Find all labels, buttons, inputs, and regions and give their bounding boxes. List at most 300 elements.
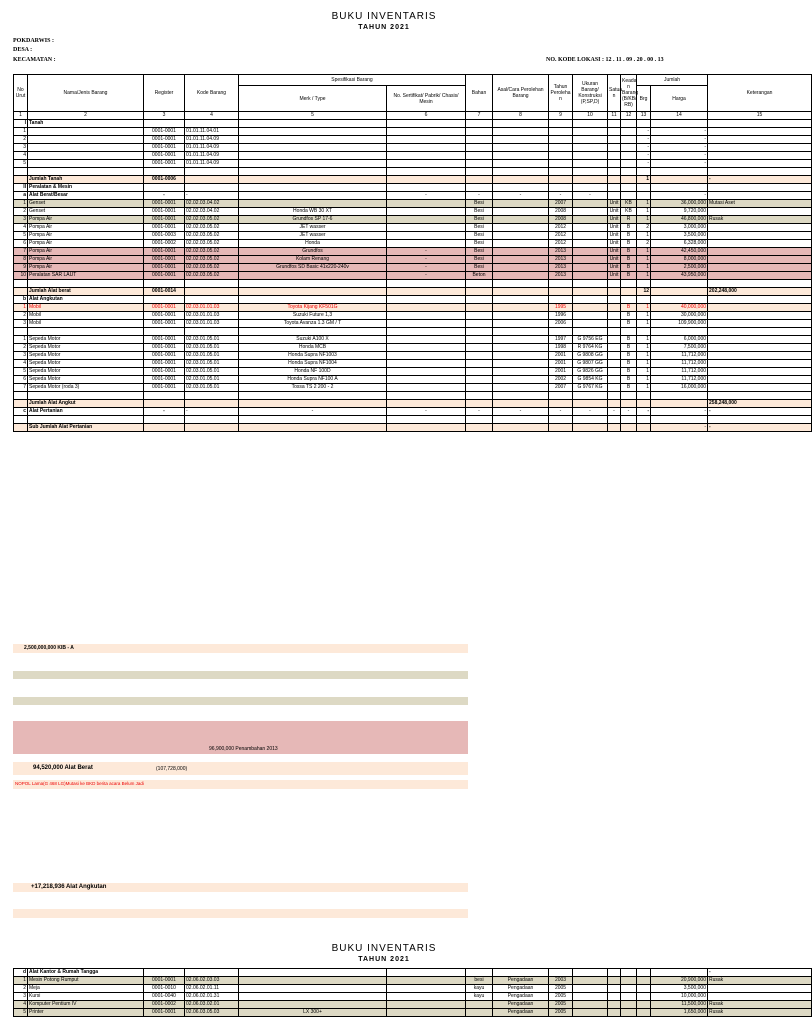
table-cell: B [621, 368, 637, 376]
table-cell: 2013 [549, 264, 573, 272]
table-cell: Sepeda Motor [28, 360, 144, 368]
table-cell: 20,900,000 [651, 977, 708, 985]
table-cell: 1 [14, 304, 28, 312]
table-cell: 02.02.03.05.02 [185, 264, 239, 272]
table-cell [708, 376, 812, 384]
table-cell [608, 985, 621, 993]
table-cell [466, 296, 493, 304]
table-cell: - [637, 408, 651, 416]
table-cell: 2006 [549, 320, 573, 328]
table-cell: LX 300+ [239, 1009, 387, 1017]
table-cell: Unit [608, 256, 621, 264]
table-cell [14, 328, 28, 336]
table-cell [387, 392, 466, 400]
table-cell: 30,000,000 [651, 312, 708, 320]
table-cell: - [387, 256, 466, 264]
table-cell [549, 176, 573, 184]
table-cell [185, 184, 239, 192]
table-cell: 2,500,000 [651, 264, 708, 272]
table-cell: Honda NF 100D [239, 368, 387, 376]
table-cell [549, 288, 573, 296]
table-cell: - [708, 969, 812, 977]
table-cell: Suzuki A100 X [239, 336, 387, 344]
table-cell: Unit [608, 272, 621, 280]
table-cell: kayu [466, 993, 493, 1001]
table-cell [466, 152, 493, 160]
table-cell: 0001-0001 [144, 368, 185, 376]
table-cell [708, 144, 812, 152]
table-cell: 0001-0001 [144, 304, 185, 312]
table-row [14, 336, 812, 344]
table-cell [637, 328, 651, 336]
table-row [14, 240, 812, 248]
table-cell: Meja [28, 985, 144, 993]
table-cell [608, 296, 621, 304]
table-cell [608, 328, 621, 336]
table-cell: Pompa Air [28, 216, 144, 224]
table-cell [637, 400, 651, 408]
table-cell [708, 264, 812, 272]
table-cell [708, 392, 812, 400]
column-number: 13 [637, 112, 651, 120]
table-cell: Besi [466, 216, 493, 224]
table-cell: Unit [608, 232, 621, 240]
table-cell: B [621, 352, 637, 360]
table-cell: Pengadaan [493, 1009, 549, 1017]
table-cell [573, 176, 608, 184]
table-row [14, 224, 812, 232]
note-kib-a: 2,500,000,000 KIB - A [24, 645, 74, 651]
table-row [14, 176, 812, 184]
table-cell [708, 120, 812, 128]
table-cell [708, 160, 812, 168]
table-row [14, 296, 812, 304]
table-cell [573, 224, 608, 232]
table-cell: 6,328,000 [651, 240, 708, 248]
table-cell: R [621, 216, 637, 224]
table-cell [708, 240, 812, 248]
table-cell [621, 993, 637, 1001]
table-cell [239, 977, 387, 985]
table-cell [387, 416, 466, 424]
table-cell [608, 136, 621, 144]
table-cell: 0001-0001 [144, 272, 185, 280]
table-cell [185, 400, 239, 408]
table-cell [239, 120, 387, 128]
table-cell [493, 216, 549, 224]
table-cell [387, 144, 466, 152]
table-cell: B [621, 264, 637, 272]
table-cell [621, 128, 637, 136]
table-cell [144, 392, 185, 400]
table-cell [708, 384, 812, 392]
table-cell: 5 [14, 160, 28, 168]
table-cell [651, 328, 708, 336]
table-cell [466, 384, 493, 392]
table-cell: 0001-0006 [144, 176, 185, 184]
table-cell: Sepeda Motor [28, 368, 144, 376]
table-cell [387, 977, 466, 985]
column-number: 3 [144, 112, 185, 120]
table-cell: - [608, 408, 621, 416]
table-cell: 2012 [549, 240, 573, 248]
table-cell [28, 280, 144, 288]
table-cell [573, 977, 608, 985]
table-cell [387, 352, 466, 360]
table-cell: 7 [14, 384, 28, 392]
table-cell: Alat Pertanian [28, 408, 144, 416]
table-cell [493, 376, 549, 384]
table-cell: 02.02.03.05.02 [185, 224, 239, 232]
table-row [14, 264, 812, 272]
table-cell [466, 344, 493, 352]
table-cell [466, 288, 493, 296]
table-cell: - [466, 408, 493, 416]
table-cell [621, 969, 637, 977]
table-cell [493, 280, 549, 288]
table-cell [28, 136, 144, 144]
table-cell: 01.01.11.04.09 [185, 160, 239, 168]
table-cell: B [621, 312, 637, 320]
table-cell: Rusak [708, 216, 812, 224]
table-cell: 0001-0001 [144, 128, 185, 136]
table-cell: 1 [637, 376, 651, 384]
column-number-row [14, 112, 812, 120]
table-cell: 2013 [549, 256, 573, 264]
table-row [14, 136, 812, 144]
table-cell [387, 160, 466, 168]
table-cell [466, 328, 493, 336]
table-cell: Jumlah Alat Angkut [28, 400, 144, 408]
table-cell: 2001 [549, 352, 573, 360]
table-cell [14, 168, 28, 176]
table-cell: 1 [14, 336, 28, 344]
table-cell: Peralatan SAR LAUT [28, 272, 144, 280]
table-cell [708, 168, 812, 176]
column-number: 12 [621, 112, 637, 120]
table-cell [14, 400, 28, 408]
table-cell: 02.06.03.02.01 [185, 1001, 239, 1009]
table-cell [387, 168, 466, 176]
header-bahan: Bahan [466, 75, 493, 112]
table-cell [387, 328, 466, 336]
table-cell [387, 232, 466, 240]
table-cell: 1 [637, 248, 651, 256]
table-cell: Besi [466, 240, 493, 248]
note-band-kib-a [13, 644, 468, 653]
table-cell: 0001-0010 [144, 985, 185, 993]
table-cell: 3 [14, 320, 28, 328]
table-cell [708, 232, 812, 240]
table-cell: Unit [608, 240, 621, 248]
table-cell [621, 424, 637, 432]
table-cell [621, 280, 637, 288]
table-cell [549, 328, 573, 336]
table-cell: 6 [14, 240, 28, 248]
note-band-alat-angkutan [13, 883, 468, 892]
table-cell [708, 128, 812, 136]
header-asal: Asal/Cara Perolehan Barang [493, 75, 549, 112]
table-cell: 4 [14, 152, 28, 160]
page-year: TAHUN 2021 [358, 24, 410, 31]
table-cell [573, 264, 608, 272]
table-cell: 0001-0001 [144, 376, 185, 384]
table-cell [387, 288, 466, 296]
table-cell: Pompa Air [28, 256, 144, 264]
table-cell [637, 120, 651, 128]
table-cell [239, 272, 387, 280]
table-cell [466, 360, 493, 368]
table-cell [493, 304, 549, 312]
table-cell: - [466, 192, 493, 200]
note-alat-berat: 94,520,000 Alat Berat [33, 765, 93, 771]
table-cell [493, 232, 549, 240]
table-cell: B [621, 256, 637, 264]
table-cell: 1 [637, 368, 651, 376]
desa-label: DESA : [13, 47, 33, 53]
table-cell [466, 1001, 493, 1009]
table-cell [28, 128, 144, 136]
table-cell [608, 360, 621, 368]
table-cell: 3 [14, 352, 28, 360]
table-cell [573, 184, 608, 192]
table-cell: Grundfos SD Basic 41x220-240v [239, 264, 387, 272]
table-cell: 7 [14, 248, 28, 256]
header-kode: Kode Barang [185, 75, 239, 112]
table-cell [608, 400, 621, 408]
table-cell [573, 216, 608, 224]
table-cell [466, 136, 493, 144]
table-cell [549, 144, 573, 152]
header-no-urut: No Urut [14, 75, 28, 112]
table-cell: 1 [637, 232, 651, 240]
table-cell: 42,450,000 [651, 248, 708, 256]
table-cell [608, 288, 621, 296]
table-cell: Pompa Air [28, 240, 144, 248]
table-row [14, 384, 812, 392]
table-cell: 1996 [549, 312, 573, 320]
table-cell [637, 296, 651, 304]
table-cell [549, 184, 573, 192]
table-cell: Besi [466, 256, 493, 264]
table-cell: - [185, 408, 239, 416]
table-cell [493, 176, 549, 184]
table-cell [466, 416, 493, 424]
table-cell: - [144, 408, 185, 416]
table-cell: 11,500,000 [651, 1001, 708, 1009]
table-cell: Besi [466, 232, 493, 240]
table-cell [387, 216, 466, 224]
table-row [14, 969, 812, 977]
table-cell: - [621, 408, 637, 416]
table-cell [651, 280, 708, 288]
table-cell: 3 [14, 993, 28, 1001]
table-cell [708, 272, 812, 280]
table-cell [493, 184, 549, 192]
table-row [14, 977, 812, 985]
table-cell [387, 240, 466, 248]
table-cell [239, 392, 387, 400]
table-cell: 1 [637, 344, 651, 352]
table-cell [493, 136, 549, 144]
table-cell [621, 144, 637, 152]
table-cell [621, 176, 637, 184]
table-cell: Jumlah Alat berat [28, 288, 144, 296]
table-cell [621, 120, 637, 128]
table-cell: - [549, 408, 573, 416]
table-cell: 0001-0001 [144, 216, 185, 224]
column-number: 7 [466, 112, 493, 120]
table-cell [14, 416, 28, 424]
table-cell: 2013 [549, 248, 573, 256]
table-cell: 2002 [549, 376, 573, 384]
table-cell: B [621, 232, 637, 240]
table-cell: Besi [466, 224, 493, 232]
table-cell [708, 192, 812, 200]
table-cell: 8 [14, 256, 28, 264]
table-cell: Mesin Potong Rumput [28, 977, 144, 985]
note-band-empty [13, 909, 468, 918]
table-cell: - [708, 408, 812, 416]
table-cell: 02.03.01.05.01 [185, 344, 239, 352]
table-cell: 01.01.11.04.09 [185, 144, 239, 152]
table-cell [466, 336, 493, 344]
table-cell: 02.02.03.05.02 [185, 240, 239, 248]
table-cell: 02.03.01.05.01 [185, 360, 239, 368]
table-cell [28, 168, 144, 176]
table-cell [387, 224, 466, 232]
table-cell [637, 168, 651, 176]
table-cell: G 9807 GG [573, 360, 608, 368]
column-number: 4 [185, 112, 239, 120]
table-cell: B [621, 248, 637, 256]
table-row [14, 216, 812, 224]
table-cell [608, 176, 621, 184]
table-cell [185, 416, 239, 424]
table-cell [549, 969, 573, 977]
table-cell: Pompa Air [28, 232, 144, 240]
table-cell [144, 296, 185, 304]
table-row [14, 248, 812, 256]
table-row [14, 344, 812, 352]
table-cell [28, 328, 144, 336]
table-cell [608, 304, 621, 312]
table-cell [144, 120, 185, 128]
table-cell [621, 184, 637, 192]
table-cell [651, 120, 708, 128]
table-cell: 2005 [549, 1001, 573, 1009]
table-cell [708, 304, 812, 312]
table-cell [14, 176, 28, 184]
table-cell: 01.01.11.04.09 [185, 152, 239, 160]
table-cell [621, 977, 637, 985]
kecamatan-label: KECAMATAN : [13, 57, 56, 63]
table-cell [608, 376, 621, 384]
column-number: 5 [239, 112, 387, 120]
table-cell [387, 969, 466, 977]
table-row [14, 168, 812, 176]
note-nopol: NOPOL Lama(G 468 LG)Mutasi ke BKD berita acara Belum Jadi [15, 781, 144, 786]
header-nama: Nama/Jenis Barang [28, 75, 144, 112]
table-cell: KB [621, 208, 637, 216]
note-penambahan: 96,900,000 Penambahan 2013 [209, 746, 278, 752]
table-cell: 3 [14, 144, 28, 152]
table-cell [466, 424, 493, 432]
table-cell [573, 256, 608, 264]
table-cell: 1 [637, 216, 651, 224]
table-cell [239, 296, 387, 304]
table-cell [608, 392, 621, 400]
table-cell [708, 296, 812, 304]
header-jumlah: Jumlah [637, 75, 708, 86]
table-cell: - [651, 424, 708, 432]
table-cell: 02.03.01.05.01 [185, 368, 239, 376]
table-cell [573, 392, 608, 400]
table-cell [185, 280, 239, 288]
table-cell [144, 184, 185, 192]
table-cell [239, 288, 387, 296]
table-cell [185, 288, 239, 296]
table-cell [708, 352, 812, 360]
table-cell: 02.06.02.01.31 [185, 993, 239, 1001]
table-cell [493, 384, 549, 392]
table-cell: 02.02.03.05.02 [185, 272, 239, 280]
table-cell [493, 352, 549, 360]
table-cell: 2007 [549, 200, 573, 208]
table-cell: 0001-0001 [144, 320, 185, 328]
table-cell: - [637, 136, 651, 144]
table-cell [573, 240, 608, 248]
table-cell: 0001-0001 [144, 200, 185, 208]
table-cell [608, 416, 621, 424]
table-cell: Unit [608, 208, 621, 216]
table-cell: Honda Supra NF1003 [239, 352, 387, 360]
table-row [14, 192, 812, 200]
table-cell: 2001 [549, 360, 573, 368]
table-cell [708, 344, 812, 352]
table-cell: Pompa Air [28, 248, 144, 256]
table-cell: - [387, 192, 466, 200]
table-cell [239, 184, 387, 192]
table-cell [185, 168, 239, 176]
column-number: 15 [708, 112, 812, 120]
table-cell: Komputer Pentium IV [28, 1001, 144, 1009]
table-cell: 0001-0001 [144, 384, 185, 392]
table-cell [573, 312, 608, 320]
table-cell [573, 985, 608, 993]
table-cell: 02.02.03.05.02 [185, 256, 239, 264]
table-cell [651, 184, 708, 192]
header-brg: Brg [637, 86, 651, 112]
table-cell [573, 200, 608, 208]
note-band-nopol [13, 780, 468, 789]
table-cell [573, 1009, 608, 1017]
header-keadaan: Keada n Barang (B/KB/ RB) [621, 75, 637, 112]
table-cell: - [637, 144, 651, 152]
table-cell [549, 152, 573, 160]
table-cell: 0001-0001 [144, 352, 185, 360]
table-cell [493, 200, 549, 208]
table-row [14, 352, 812, 360]
table-cell [493, 144, 549, 152]
table-cell: 3,000,000 [651, 224, 708, 232]
table-cell: 4 [14, 224, 28, 232]
table-cell [28, 152, 144, 160]
table-cell: G 9756 EG [573, 336, 608, 344]
table-cell: - [651, 144, 708, 152]
table-cell [387, 376, 466, 384]
table-cell [14, 392, 28, 400]
